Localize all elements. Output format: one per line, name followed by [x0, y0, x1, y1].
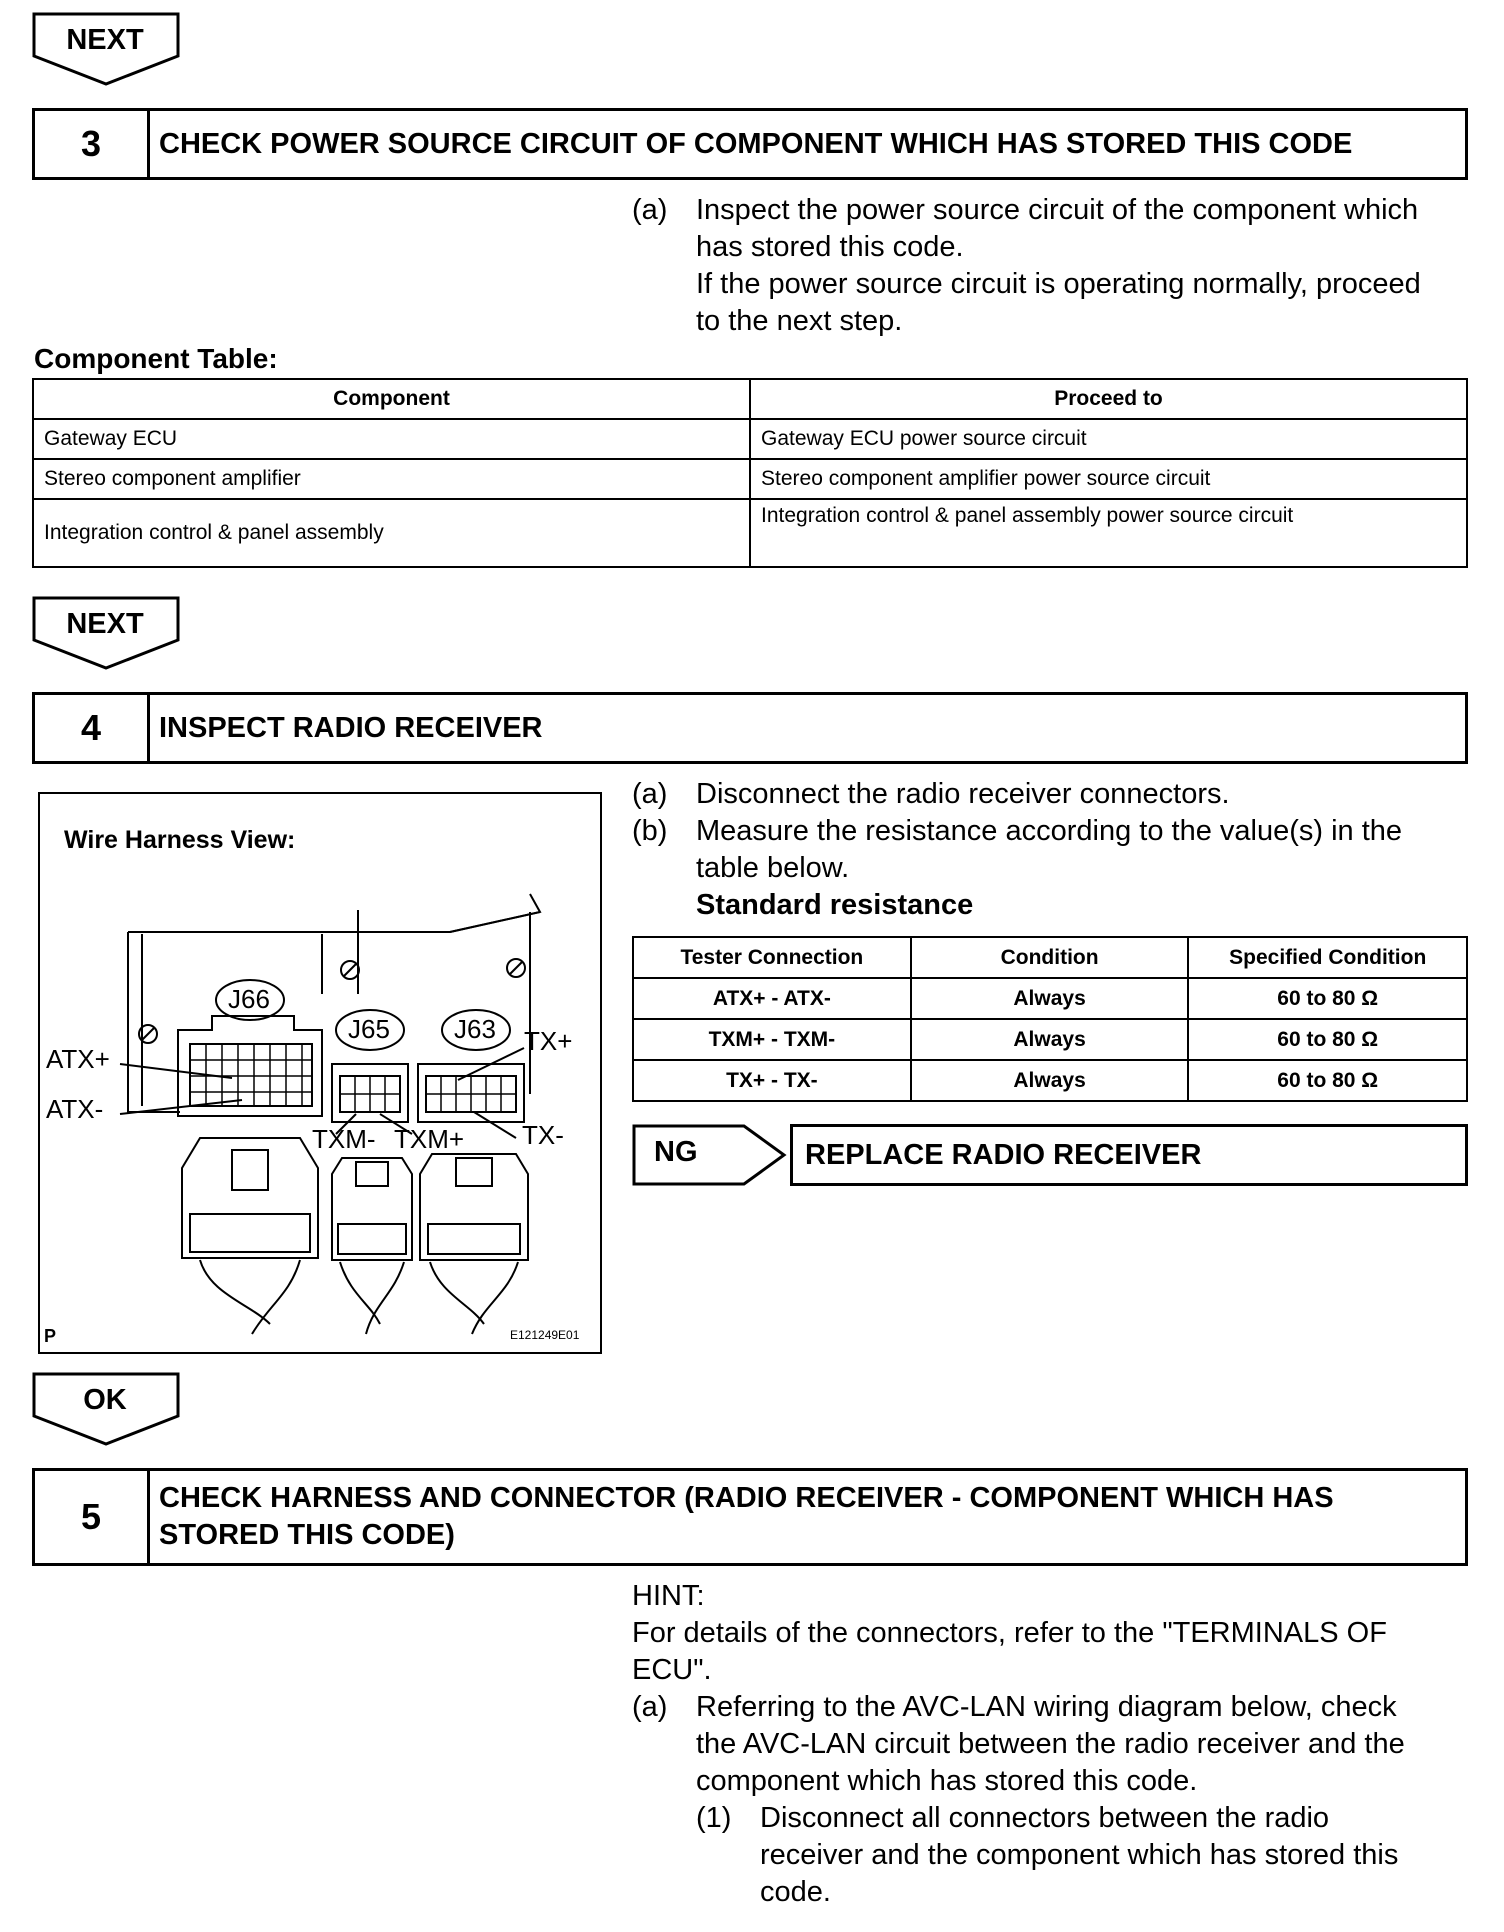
table-cell: TXM+ - TXM-: [633, 1019, 911, 1060]
connector-label: J63: [454, 1014, 496, 1044]
table-cell: Always: [911, 1060, 1189, 1101]
step-title: INSPECT RADIO RECEIVER: [159, 711, 543, 744]
table-cell: Stereo component amplifier power source circuit: [750, 459, 1467, 499]
table-header: Component: [33, 379, 750, 419]
hint-line: For details of the connectors, refer to the "TERMINALS OF: [632, 1617, 1387, 1649]
next-label: NEXT: [66, 608, 144, 640]
next-badge: [32, 12, 180, 88]
ng-label: NG: [654, 1136, 698, 1168]
table-row: [33, 459, 1467, 499]
table-cell: Gateway ECU: [33, 419, 750, 459]
table-row: [633, 1060, 1467, 1101]
table-cell: ATX+ - ATX-: [633, 978, 911, 1019]
table-row: [633, 1019, 1467, 1060]
ok-label: OK: [83, 1384, 127, 1416]
connector-label: J66: [228, 984, 270, 1014]
step-marker: (a): [632, 194, 668, 226]
corner-letter: P: [44, 1326, 57, 1346]
table-cell: 60 to 80 Ω: [1188, 978, 1467, 1019]
instruction-line: receiver and the component which has stored this: [760, 1839, 1399, 1871]
step-number: 5: [35, 1471, 150, 1563]
instruction-line: Disconnect all connectors between the radio: [760, 1802, 1330, 1834]
table-cell: 60 to 80 Ω: [1188, 1060, 1467, 1101]
step-title-line: CHECK HARNESS AND CONNECTOR (RADIO RECEIVER - COMPONENT WHICH HAS: [159, 1482, 1334, 1514]
table-row: [633, 978, 1467, 1019]
hint-line: ECU".: [632, 1654, 712, 1686]
instruction-line: code.: [760, 1876, 831, 1908]
sub-step-marker: (1): [696, 1802, 732, 1834]
pin-label: ATX-: [46, 1094, 104, 1124]
table-cell: Integration control & panel assembly power source circuit: [750, 499, 1467, 567]
instruction-line: has stored this code.: [696, 231, 964, 263]
pin-label: TXM+: [394, 1124, 465, 1154]
instruction-line: Disconnect the radio receiver connectors.: [696, 778, 1230, 810]
table-cell: Stereo component amplifier: [33, 459, 750, 499]
instruction-line: Referring to the AVC-LAN wiring diagram below, check: [696, 1691, 1397, 1723]
table-row: [33, 419, 1467, 459]
table-cell: Always: [911, 978, 1189, 1019]
instruction-line: Inspect the power source circuit of the component which: [696, 194, 1419, 226]
step-title: [159, 1471, 1455, 1563]
pin-label: ATX+: [46, 1044, 110, 1074]
resistance-table: [632, 936, 1468, 1102]
table-header: Tester Connection: [633, 937, 911, 978]
table-header: Condition: [911, 937, 1189, 978]
step-marker: (a): [632, 778, 668, 810]
step-3-header: [32, 108, 1468, 180]
step-marker: (b): [632, 815, 668, 847]
table-cell: TX+ - TX-: [633, 1060, 911, 1101]
step-4-header: [32, 692, 1468, 764]
connector-label: J65: [348, 1014, 390, 1044]
table-cell: Integration control & panel assembly: [33, 499, 750, 567]
step-number: 3: [35, 111, 150, 177]
diagram-title: Wire Harness View:: [64, 826, 296, 854]
hint-label: HINT:: [632, 1580, 705, 1612]
table-cell: Always: [911, 1019, 1189, 1060]
step-title-line: STORED THIS CODE): [159, 1519, 455, 1551]
step-5-header: [32, 1468, 1468, 1566]
table-cell: 60 to 80 Ω: [1188, 1019, 1467, 1060]
pin-label: TX+: [524, 1026, 573, 1056]
ng-badge: [632, 1124, 788, 1186]
pin-label: TX-: [522, 1120, 564, 1150]
table-header: Proceed to: [750, 379, 1467, 419]
connector-drawing: [40, 794, 600, 1352]
table-header: Specified Condition: [1188, 937, 1467, 978]
instruction-line: component which has stored this code.: [696, 1765, 1198, 1797]
instruction-line: table below.: [696, 852, 850, 884]
pin-label: TXM-: [312, 1124, 376, 1154]
figure-code: E121249E01: [510, 1328, 580, 1342]
table-title: Component Table:: [34, 343, 278, 374]
instruction-line: to the next step.: [696, 305, 903, 337]
ng-action: REPLACE RADIO RECEIVER: [790, 1124, 1468, 1186]
step-number: 4: [35, 695, 150, 761]
ok-badge: [32, 1372, 180, 1448]
step-title: CHECK POWER SOURCE CIRCUIT OF COMPONENT WHICH HAS STORED THIS CODE: [159, 127, 1353, 160]
next-badge: [32, 596, 180, 672]
instruction-line: If the power source circuit is operating normally, proceed: [696, 268, 1421, 300]
standard-resistance-label: Standard resistance: [696, 889, 974, 921]
table-row: [33, 499, 1467, 567]
component-table: [32, 378, 1468, 568]
instruction-line: the AVC-LAN circuit between the radio receiver and the: [696, 1728, 1405, 1760]
next-label: NEXT: [66, 24, 144, 56]
table-cell: Gateway ECU power source circuit: [750, 419, 1467, 459]
wire-harness-diagram: [38, 792, 602, 1354]
step-marker: (a): [632, 1691, 668, 1723]
instruction-line: Measure the resistance according to the value(s) in the: [696, 815, 1403, 847]
